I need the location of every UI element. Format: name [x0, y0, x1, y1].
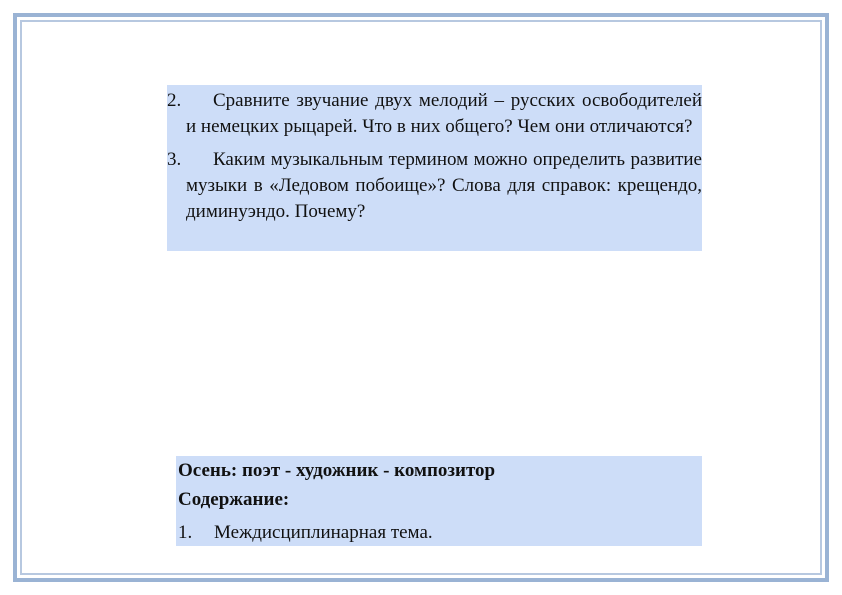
question-text: Сравните звучание двух мелодий – русских освободителей и немецких рыцарей. Что в них общего? Чем они отличаются? [186, 90, 702, 137]
question-item [167, 88, 702, 140]
list-item-text: Междисциплинарная тема. [214, 522, 433, 543]
lesson-block [176, 456, 702, 546]
list-item [176, 519, 702, 546]
lesson-title: Осень: поэт - художник - композитор [178, 460, 496, 481]
question-number: 2. [167, 90, 182, 111]
question-text: Каким музыкальным термином можно определить развитие музыки в «Ледовом побоище»? Слова для справок: крещендо, диминуэндо. Почему? [186, 149, 702, 222]
list-item-number: 1. [178, 522, 193, 543]
question-item [167, 147, 702, 225]
questions-block [167, 85, 702, 251]
question-number: 3. [167, 149, 182, 170]
contents-label: Содержание: [178, 489, 290, 510]
